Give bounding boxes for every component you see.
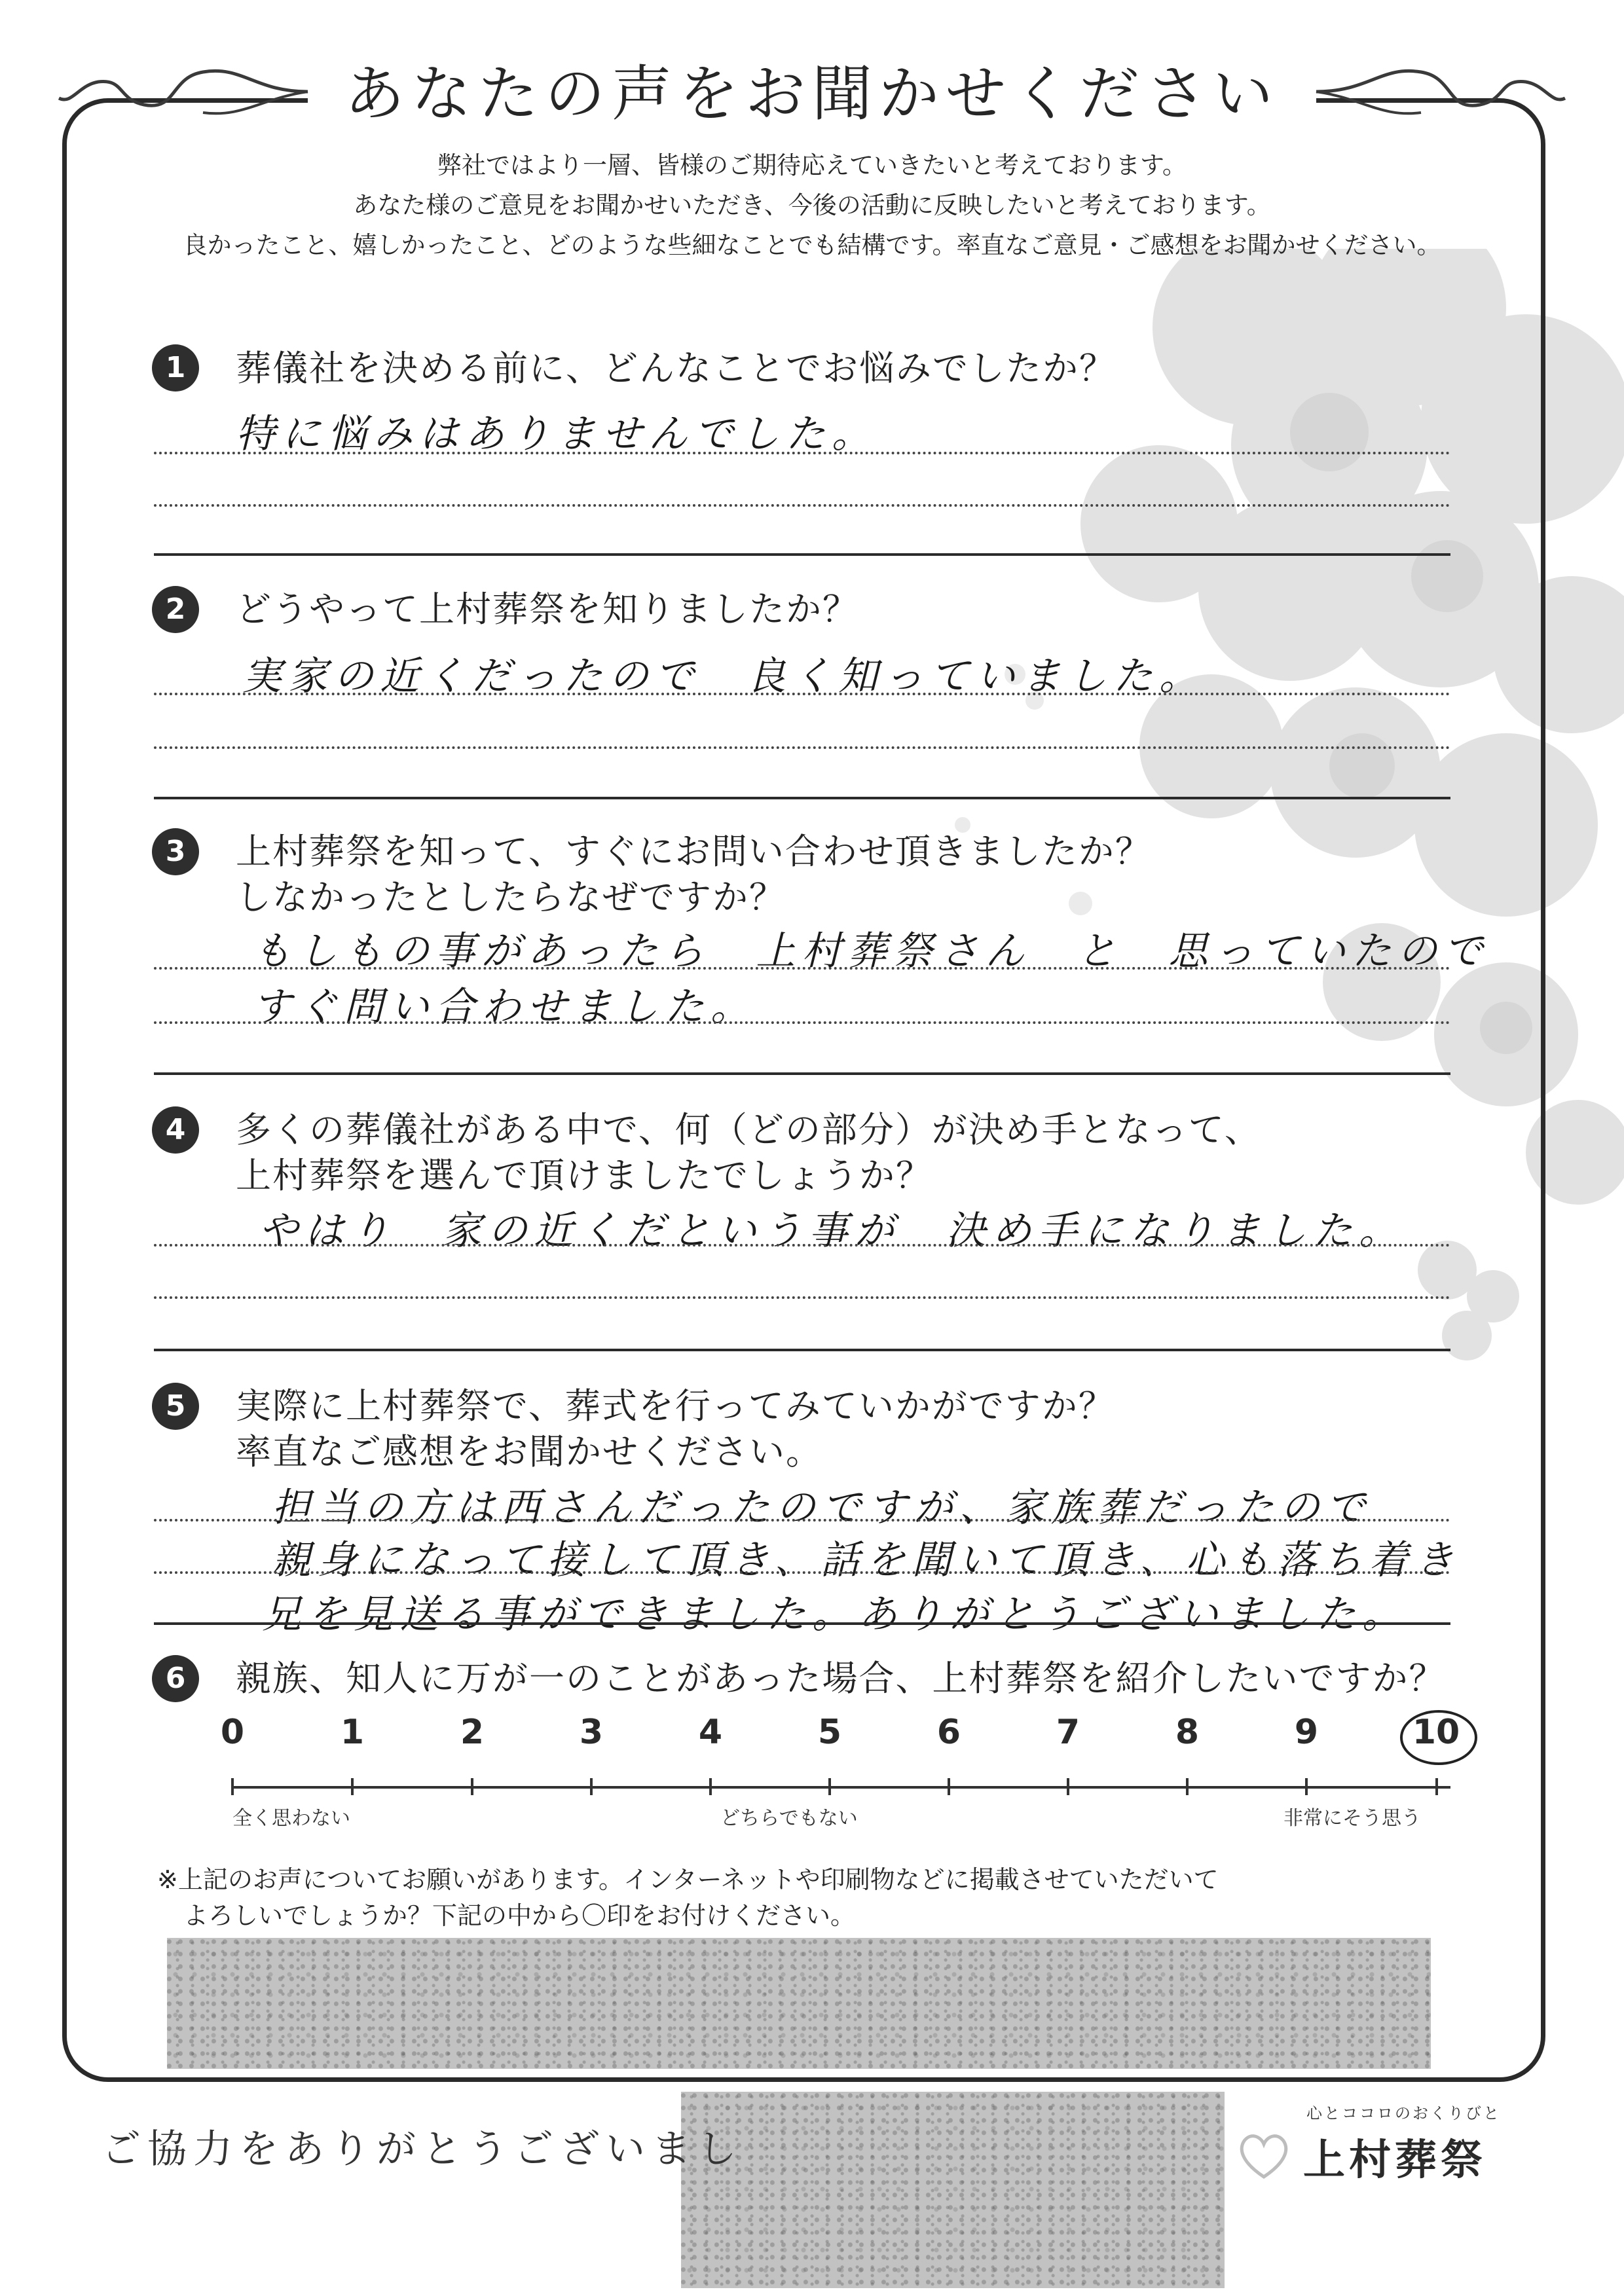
question-number-badge: 1 [152,344,199,392]
section-divider [154,1622,1450,1625]
scale-tick [1186,1778,1189,1795]
question-4-text: 上村葬祭を選んで頂けましたでしょうか？ [236,1155,932,1196]
scale-value-4[interactable]: 4 [698,1713,723,1752]
answer-dotted-line [154,746,1450,749]
question-5-text: 率直なご感想をお聞かせください。 [236,1431,822,1472]
scale-tick [709,1778,712,1795]
question-number-badge: 4 [152,1106,199,1154]
scale-tick [1435,1778,1438,1795]
answer-5-line: 兄を見送る事ができました。ありがとうございました。 [262,1592,1408,1637]
redacted-area [167,1938,1431,2069]
scale-tick [828,1778,831,1795]
question-number-badge: 5 [152,1383,199,1430]
selected-rating-circle [1400,1710,1477,1765]
question-number-badge: 3 [152,828,199,875]
answer-3-line: すぐ問い合わせました。 [252,984,756,1030]
scale-value-5[interactable]: 5 [817,1713,842,1752]
intro-line: 良かったこと、嬉しかったこと、どのような些細なことでも結構です。率直なご意見・ご感想をお聞かせください。 [183,231,1441,259]
answer-4-line: やはり 家の近くだという事が 決め手になりました。 [259,1208,1405,1254]
answer-1-line: 特に悩みはありませんでした。 [236,411,877,457]
answer-5-line: 親身になって接して頂き、話を聞いて頂き、心も落ち着き [272,1537,1461,1583]
scale-value-7[interactable]: 7 [1056,1713,1080,1752]
question-number-badge: 2 [152,586,199,633]
answer-dotted-line [154,1296,1450,1299]
company-logo: 上村葬祭 [1303,2136,1486,2185]
scale-tick [351,1778,354,1795]
scale-tick [590,1778,593,1795]
question-6-text: 親族、知人に万が一のことがあった場合、上村葬祭を紹介したいですか？ [236,1658,1446,1699]
section-divider [154,553,1450,556]
answer-dotted-line [154,452,1450,454]
footer-thanks: ご協力をありがとうございまし [101,2126,743,2172]
logo-tagline: 心とココロのおくりびと [1306,2104,1501,2123]
answer-dotted-line [154,1021,1450,1024]
answer-dotted-line [154,693,1450,695]
scale-value-8[interactable]: 8 [1175,1713,1200,1752]
scale-value-0[interactable]: 0 [220,1713,245,1752]
scale-tick [948,1778,950,1795]
scale-value-9[interactable]: 9 [1294,1713,1319,1752]
scale-label-mid: どちらでもない [720,1807,858,1830]
heart-logo-icon [1231,2124,1297,2183]
redacted-area [681,2092,1225,2288]
scale-value-2[interactable]: 2 [460,1713,485,1752]
question-3-text: しなかったとしたらなぜですか？ [236,877,786,918]
answer-dotted-line [154,504,1450,507]
page-title: あなたの声をお聞かせください [344,59,1280,129]
question-3-text: 上村葬祭を知って、すぐにお問い合わせ頂きましたか？ [236,831,1152,872]
answer-dotted-line [154,1571,1450,1574]
question-5-text: 実際に上村葬祭で、葬式を行ってみていかがですか？ [236,1385,1115,1427]
answer-dotted-line [154,1519,1450,1522]
question-1-text: 葬儀社を決める前に、どんなことでお悩みでしたか？ [236,348,1116,389]
scale-value-10[interactable]: 10 [1412,1713,1460,1752]
answer-dotted-line [154,1244,1450,1247]
scale-tick [1305,1778,1308,1795]
scale-label-high: 非常にそう思う [1283,1807,1421,1830]
answer-2-line: 実家の近くだったので 良く知っていました。 [242,653,1205,699]
scale-label-low: 全く思わない [232,1807,350,1830]
section-divider [154,797,1450,799]
section-divider [154,1349,1450,1351]
scale-value-6[interactable]: 6 [936,1713,961,1752]
question-2-text: どうやって上村葬祭を知りましたか？ [236,589,859,630]
answer-5-line: 担当の方は西さんだったのですが、家族葬だったので [272,1485,1372,1531]
survey-frame [62,98,1545,2082]
scale-tick [231,1778,234,1795]
scale-value-1[interactable]: 1 [340,1713,365,1752]
intro-line: あなた様のご意見をお聞かせいただき、今後の活動に反映したいと考えております。 [353,191,1271,219]
consent-note-line: ※上記のお声についてお願いがあります。インターネットや印刷物などに掲載させていただいて [157,1865,1219,1894]
scale-value-3[interactable]: 3 [579,1713,604,1752]
answer-dotted-line [154,967,1450,970]
rating-scale-line [232,1786,1450,1789]
scale-tick [1067,1778,1069,1795]
question-4-text: 多くの葬儀社がある中で、何（どの部分）が決め手となって、 [236,1109,1261,1150]
answer-3-line: もしもの事があったら 上村葬祭さん と 思っていたので [252,928,1490,974]
intro-line: 弊社ではより一層、皆様のご期待応えていきたいと考えております。 [437,151,1187,179]
consent-note-line: よろしいでしょうか？下記の中から〇印をお付けください。 [183,1901,856,1930]
scale-tick [471,1778,473,1795]
question-number-badge: 6 [152,1655,199,1702]
section-divider [154,1072,1450,1075]
